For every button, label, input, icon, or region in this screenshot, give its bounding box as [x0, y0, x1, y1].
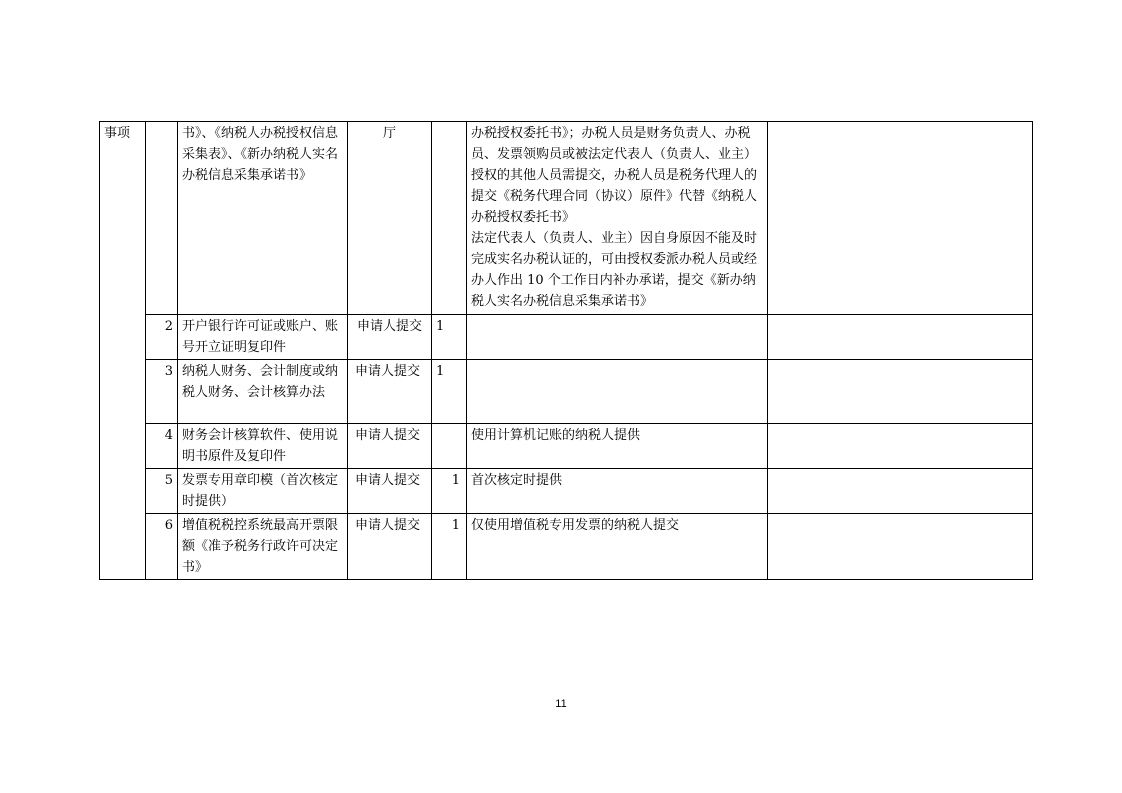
table-row	[100, 514, 1033, 580]
row-number: 2	[146, 315, 178, 360]
requirement-text: 办税授权委托书》；办税人员是财务负责人、办税员、发票领购员或被法定代表人（负责人、业主）授权的其他人员需提交，办税人员是税务代理人的提交《税务代理合同（协议）原件》代替《纳税人办税授权委托书》	[471, 126, 758, 225]
material-name: 增值税税控系统最高开票限额《准予税务行政许可决定书》	[178, 514, 348, 580]
notes-cell	[768, 424, 1033, 469]
material-source: 申请人提交	[348, 360, 432, 424]
table-row	[100, 315, 1033, 360]
table-row	[100, 424, 1033, 469]
table-row	[100, 360, 1033, 424]
material-copies	[432, 424, 467, 469]
category-cell: 事项	[100, 122, 146, 580]
material-name: 财务会计核算软件、使用说明书原件及复印件	[178, 424, 348, 469]
row-number	[146, 122, 178, 315]
requirements-cell: 仅使用增值税专用发票的纳税人提交	[467, 514, 768, 580]
requirements-cell	[467, 360, 768, 424]
row-number: 4	[146, 424, 178, 469]
requirements-cell	[467, 315, 768, 360]
material-copies: 1	[432, 469, 467, 514]
material-copies	[432, 122, 467, 315]
material-copies: 1	[432, 315, 467, 360]
material-name: 纳税人财务、会计制度或纳税人财务、会计核算办法	[178, 360, 348, 424]
notes-cell	[768, 315, 1033, 360]
notes-cell	[768, 469, 1033, 514]
material-copies: 1	[432, 360, 467, 424]
page-number: 11	[555, 698, 567, 710]
material-name: 书》、《纳税人办税授权信息采集表》、《新办纳税人实名办税信息采集承诺书》	[178, 122, 348, 315]
material-name: 开户银行许可证或账户、账号开立证明复印件	[178, 315, 348, 360]
table-row	[100, 469, 1033, 514]
notes-cell	[768, 122, 1033, 315]
requirements-cell: 使用计算机记账的纳税人提供	[467, 424, 768, 469]
material-source: 申请人提交	[348, 424, 432, 469]
notes-cell	[768, 514, 1033, 580]
row-number: 6	[146, 514, 178, 580]
material-name: 发票专用章印模（首次核定时提供）	[178, 469, 348, 514]
material-source: 申请人提交	[348, 469, 432, 514]
material-source: 厅	[348, 122, 432, 315]
table-row	[100, 122, 1033, 315]
material-source: 申请人提交	[348, 514, 432, 580]
requirements-cell	[467, 122, 768, 315]
material-source: 申请人提交	[348, 315, 432, 360]
materials-table	[99, 121, 1033, 580]
requirements-cell: 首次核定时提供	[467, 469, 768, 514]
requirement-text: 法定代表人（负责人、业主）因自身原因不能及时完成实名办税认证的，可由授权委派办税人员或经办人作出 10 个工作日内补办承诺，提交《新办纳税人实名办税信息采集承诺书》	[471, 231, 758, 309]
row-number: 3	[146, 360, 178, 424]
row-number: 5	[146, 469, 178, 514]
material-copies: 1	[432, 514, 467, 580]
notes-cell	[768, 360, 1033, 424]
